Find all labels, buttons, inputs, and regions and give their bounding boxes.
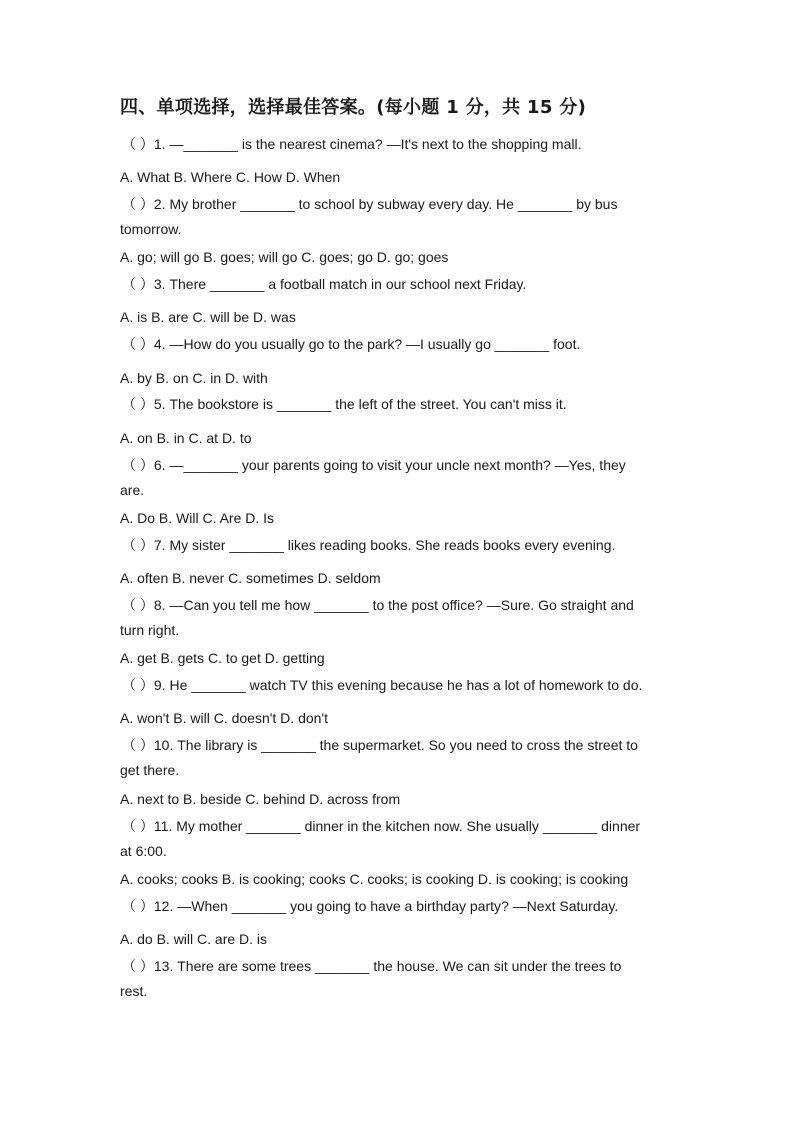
question-3-stem: （ ）3. There _______ a football match in our school next Friday.	[122, 276, 527, 292]
question-11-stem: （ ）11. My mother _______ dinner in the kitchen now. She usually _______ dinner	[122, 818, 641, 834]
question-7-options: A. often B. never C. sometimes D. seldom	[120, 570, 381, 586]
question-4-options: A. by B. on C. in D. with	[120, 370, 268, 386]
question-8-stem: （ ）8. —Can you tell me how _______ to the post office? —Sure. Go straight and	[122, 597, 634, 613]
question-2-stem: （ ）2. My brother _______ to school by subway every day. He _______ by bus	[122, 196, 618, 212]
question-10-stem: （ ）10. The library is _______ the supermarket. So you need to cross the street to	[122, 737, 638, 753]
question-12-options: A. do B. will C. are D. is	[120, 931, 268, 947]
question-12-stem: （ ）12. —When _______ you going to have a birthday party? —Next Saturday.	[122, 898, 619, 914]
question-8-continuation: turn right.	[120, 622, 180, 638]
question-6-options: A. Do B. Will C. Are D. Is	[120, 510, 275, 526]
question-6-continuation: are.	[120, 482, 145, 498]
question-9-options: A. won't B. will C. doesn't D. don't	[120, 710, 328, 726]
question-13-stem: （ ）13. There are some trees _______ the house. We can sit under the trees to	[122, 958, 622, 974]
question-2-options: A. go; will go B. goes; will go C. goes; go D. go; goes	[120, 249, 449, 265]
question-1-options: A. What B. Where C. How D. When	[120, 169, 341, 185]
question-7-stem: （ ）7. My sister _______ likes reading books. She reads books every evening.	[122, 537, 616, 553]
question-9-stem: （ ）9. He _______ watch TV this evening because he has a lot of homework to do.	[122, 677, 643, 693]
question-3-options: A. is B. are C. will be D. was	[120, 309, 296, 325]
question-5-stem: （ ）5. The bookstore is _______ the left of the street. You can't miss it.	[122, 396, 567, 412]
question-8-options: A. get B. gets C. to get D. getting	[120, 650, 325, 666]
question-10-options: A. next to B. beside C. behind D. across from	[120, 791, 401, 807]
question-10-continuation: get there.	[120, 762, 180, 778]
question-11-options: A. cooks; cooks B. is cooking; cooks C. cooks; is cooking D. is cooking; is cooking	[120, 871, 629, 887]
question-4-stem: （ ）4. —How do you usually go to the park? —I usually go _______ foot.	[122, 336, 581, 352]
question-1-stem: （ ）1. —_______ is the nearest cinema? —It's next to the shopping mall.	[122, 136, 582, 152]
question-6-stem: （ ）6. —_______ your parents going to visit your uncle next month? —Yes, they	[122, 457, 626, 473]
question-2-continuation: tomorrow.	[120, 221, 182, 237]
section-title: 四、单项选择，选择最佳答案。(每小题 1 分，共 15 分)	[120, 97, 587, 118]
question-11-continuation: at 6:00.	[120, 843, 167, 859]
question-13-continuation: rest.	[120, 983, 148, 999]
question-5-options: A. on B. in C. at D. to	[120, 430, 252, 446]
